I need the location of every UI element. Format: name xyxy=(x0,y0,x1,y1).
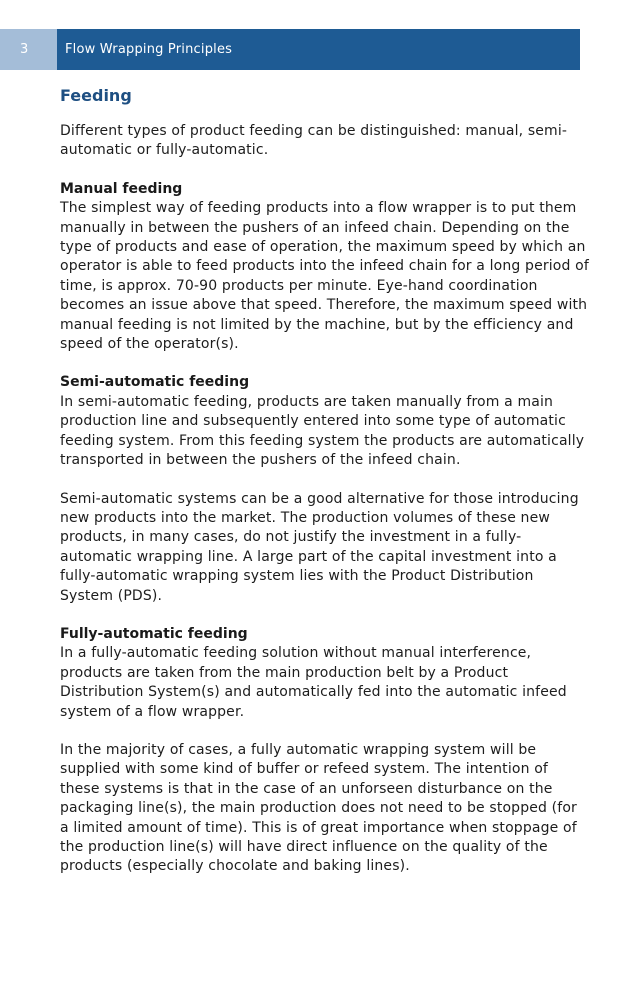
manual-feeding-paragraph: The simplest way of feeding products into a flow wrapper is to put them manually in between the pushers of an infeed chain. Depending on the type of products and ease of operation, the maximum speed by which an operator is able to feed products into the infeed chain for a long period of time, is approx. 70-90 products per minute. Eye-hand coordination becomes an issue above that speed. Therefore, the maximum speed with manual feeding is not limited by the machine, but by the efficiency and speed of the operator(s). xyxy=(60,200,589,353)
spacer xyxy=(60,471,590,490)
manual-feeding-heading: Manual feeding xyxy=(60,180,183,197)
section-title: Feeding xyxy=(60,86,132,105)
spacer xyxy=(60,354,590,373)
page-number: 3 xyxy=(0,29,57,70)
fully-automatic-paragraph-2: In the majority of cases, a fully automatic wrapping system will be supplied with some kind of buffer or refeed system. The intention of these systems is that in the case of an unforseen disturbance on the packaging line(s), the main production does not need to be stopped (for a limited amount of time). This is of great importance when stoppage of the production line(s) will have direct influence on the quality of the products (especially chocolate and baking lines). xyxy=(60,741,577,875)
header-title: Flow Wrapping Principles xyxy=(57,29,580,70)
fully-automatic-paragraph-1: In a fully-automatic feeding solution without manual interference, products are taken from the main production belt by a Product Distribution System(s) and automatically fed into the automatic infeed system of a flow wrapper. xyxy=(60,645,567,720)
semi-automatic-feeding-heading: Semi-automatic feeding xyxy=(60,374,250,391)
page-header xyxy=(0,29,580,70)
spacer xyxy=(60,161,590,180)
spacer xyxy=(60,722,590,741)
spacer xyxy=(60,606,590,625)
fully-automatic-feeding-heading: Fully-automatic feeding xyxy=(60,625,248,642)
intro-paragraph: Different types of product feeding can be distinguished: manual, semi-automatic or fully-automatic. xyxy=(60,123,568,159)
semi-automatic-paragraph-1: In semi-automatic feeding, products are taken manually from a main production line and subsequently entered into some type of automatic feeding system. From this feeding system the products are automatically transported in between the pushers of the infeed chain. xyxy=(60,393,585,469)
page-content xyxy=(60,84,590,877)
semi-automatic-paragraph-2: Semi-automatic systems can be a good alternative for those introducing new products into the market. The production volumes of these new products, in many cases, do not justify the investment in a fully-automatic wrapping line. A large part of the capital investment into a fully-automatic wrapping system lies with the Product Distribution System (PDS). xyxy=(60,490,579,604)
